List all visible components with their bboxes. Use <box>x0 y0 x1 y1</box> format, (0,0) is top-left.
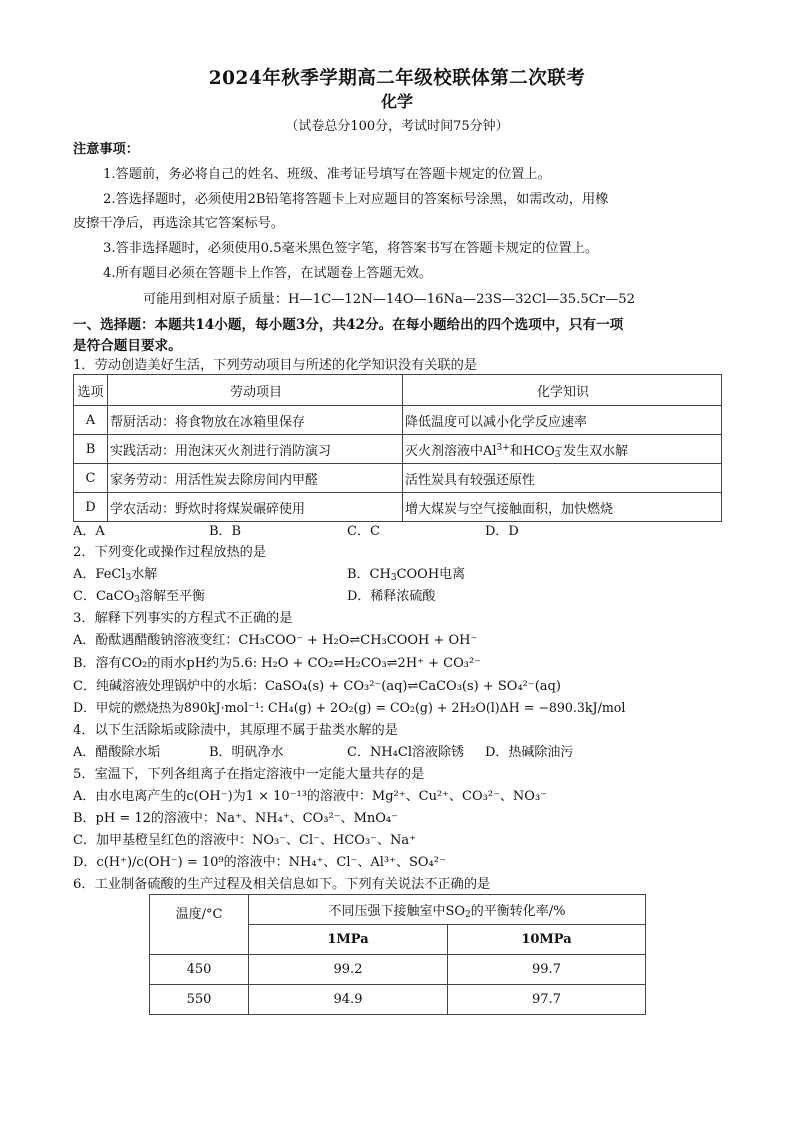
temperature-cell: 550 <box>150 985 249 1015</box>
notice-item-continuation: 皮擦干净后，再选涂其它答案标号。 <box>73 216 284 231</box>
activity-cell: 实践活动：用泡沫灭火剂进行消防演习 <box>108 435 403 464</box>
answer-option-c: C．C <box>347 524 380 539</box>
table-header: 1MPa <box>249 925 448 955</box>
charge-superscript: − <box>555 442 564 453</box>
knowledge-text: 灭火剂溶液中Al <box>405 443 497 459</box>
table-row <box>74 435 722 464</box>
table-header: 选项 <box>74 375 108 406</box>
answer-option-a: A．A <box>73 524 105 539</box>
answer-option-c: C．NH₄Cl溶液除锈 <box>347 745 464 760</box>
answer-option-b: B．明矾净水 <box>209 745 284 760</box>
answer-option-d: D．D <box>485 524 519 539</box>
subscript: 2 <box>465 910 471 920</box>
answer-option-a <box>73 563 157 582</box>
subscript: 3 <box>125 573 132 583</box>
activity-cell: 学农活动：野炊时将煤炭碾碎使用 <box>108 493 403 522</box>
question-3-stem: 3．解释下列事实的方程式不正确的是 <box>73 611 293 626</box>
question-6-table <box>149 894 646 1015</box>
knowledge-cell: 增大煤炭与空气接触面积，加快燃烧 <box>403 493 722 522</box>
option-cell: D <box>74 493 108 522</box>
question-2-stem: 2．下列变化或操作过程放热的是 <box>73 545 267 560</box>
subscript: 3 <box>390 573 397 583</box>
answer-option-c <box>73 585 205 604</box>
answer-option-d: D．热碱除油污 <box>485 745 574 760</box>
table-row <box>74 464 722 493</box>
option-text: B．CH <box>347 567 391 582</box>
answer-option-c: C．纯碱溶液处理锅炉中的水垢：CaSO₄(s) + CO₃²⁻(aq)⇌CaCO₃(s) + SO₄²⁻(aq) <box>73 679 561 694</box>
table-row <box>74 406 722 435</box>
exam-title: 2024年秋季学期高二年级校联体第二次联考 <box>208 68 586 89</box>
notice-item: 4.所有题目必须在答题卡上作答，在试题卷上答题无效。 <box>103 266 433 281</box>
subscript: 3 <box>554 449 561 460</box>
charge-superscript: 3+ <box>496 442 510 453</box>
knowledge-text: 和HCO <box>509 443 555 459</box>
table-header: 化学知识 <box>403 375 722 406</box>
answer-option-b: B．pH = 12的溶液中：Na⁺、NH₄⁺、CO₃²⁻、MnO₄⁻ <box>73 811 398 826</box>
table-row <box>74 493 722 522</box>
subject-title: 化学 <box>380 92 413 111</box>
table-row <box>150 955 646 985</box>
answer-option-a: A．醋酸除水垢 <box>73 745 161 760</box>
knowledge-cell: 降低温度可以减小化学反应速率 <box>403 406 722 435</box>
option-text: 水解 <box>131 567 158 582</box>
option-cell: A <box>74 406 108 435</box>
value-cell: 97.7 <box>448 985 646 1015</box>
option-text: C．CaCO <box>73 589 135 604</box>
answer-option-b <box>347 563 465 582</box>
table-row <box>150 985 646 1015</box>
header-text: 不同压强下接触室中SO <box>328 904 466 919</box>
option-cell: B <box>74 435 108 464</box>
knowledge-cell <box>403 435 722 464</box>
exam-note: （试卷总分100分，考试时间75分钟） <box>285 119 509 134</box>
answer-option-c: C．加甲基橙呈红色的溶液中：NO₃⁻、Cl⁻、HCO₃⁻、Na⁺ <box>73 833 417 848</box>
activity-cell: 帮厨活动：将食物放在冰箱里保存 <box>108 406 403 435</box>
answer-option-d: D．甲烷的燃烧热为890kJ·mol⁻¹: CH₄(g) + 2O₂(g) = CO₂(g) + 2H₂O(l)ΔH = −890.3kJ/mol <box>73 700 626 715</box>
notice-item: 1.答题前，务必将自己的姓名、班级、准考证号填写在答题卡规定的位置上。 <box>103 167 551 182</box>
value-cell: 94.9 <box>249 985 448 1015</box>
section-heading: 一、选择题：本题共14小题，每小题3分，共42分。在每小题给出的四个选项中，只有一项 <box>73 317 624 333</box>
question-6-stem: 6．工业制备硫酸的生产过程及相关信息如下。下列有关说法不正确的是 <box>73 877 491 892</box>
notice-item: 3.答非选择题时，必须使用0.5毫米黑色签字笔，将答案书写在答题卡规定的位置上。 <box>103 241 599 256</box>
header-text: 的平衡转化率/% <box>470 904 566 919</box>
option-text: 溶解至平衡 <box>139 589 205 604</box>
answer-option-d: D．c(H⁺)/c(OH⁻) = 10⁹的溶液中：NH₄⁺、Cl⁻、Al³⁺、SO₄²⁻ <box>73 855 446 870</box>
section-heading-continuation: 是符合题目要求。 <box>73 338 182 354</box>
atomic-masses: 可能用到相对原子质量：H—1C—12N—14O—16Na—23S—32Cl—35.5Cr—52 <box>143 292 636 307</box>
answer-option-a: A．酚酞遇醋酸钠溶液变红：CH₃COO⁻ + H₂O⇌CH₃COOH + OH⁻ <box>73 633 478 648</box>
notice-heading: 注意事项： <box>73 142 139 157</box>
notice-item: 2.答选择题时，必须使用2B铅笔将答题卡上对应题目的答案标号涂黑，如需改动，用橡 <box>103 192 609 207</box>
table-header: 劳动项目 <box>108 375 403 406</box>
activity-cell: 家务劳动：用活性炭去除房间内甲醛 <box>108 464 403 493</box>
temperature-cell: 450 <box>150 955 249 985</box>
answer-option-b: B．溶有CO₂的雨水pH约为5.6: H₂O + CO₂⇌H₂CO₃⇌2H⁺ + CO₃²⁻ <box>73 656 482 671</box>
table-header: 10MPa <box>448 925 646 955</box>
option-cell: C <box>74 464 108 493</box>
knowledge-text: 发生双水解 <box>563 443 629 459</box>
table-header <box>249 895 646 925</box>
option-text: A．FeCl <box>73 567 126 582</box>
knowledge-cell: 活性炭具有较强还原性 <box>403 464 722 493</box>
table-header: 温度/°C <box>150 895 249 955</box>
answer-option-a: A．由水电离产生的c(OH⁻)为1 × 10⁻¹³的溶液中：Mg²⁺、Cu²⁺、CO₃²⁻、NO₃⁻ <box>73 789 548 804</box>
answer-option-b: B．B <box>209 524 242 539</box>
value-cell: 99.2 <box>249 955 448 985</box>
question-1-stem: 1．劳动创造美好生活，下列劳动项目与所述的化学知识没有关联的是 <box>73 358 478 373</box>
question-4-stem: 4．以下生活除垢或除渍中，其原理不属于盐类水解的是 <box>73 723 398 738</box>
answer-option-d: D．稀释浓硫酸 <box>347 589 436 604</box>
question-1-table <box>73 374 722 522</box>
value-cell: 99.7 <box>448 955 646 985</box>
option-text: COOH电离 <box>396 567 466 582</box>
subscript: 3 <box>134 595 140 605</box>
question-5-stem: 5．室温下，下列各组离子在指定溶液中一定能大量共存的是 <box>73 767 425 782</box>
